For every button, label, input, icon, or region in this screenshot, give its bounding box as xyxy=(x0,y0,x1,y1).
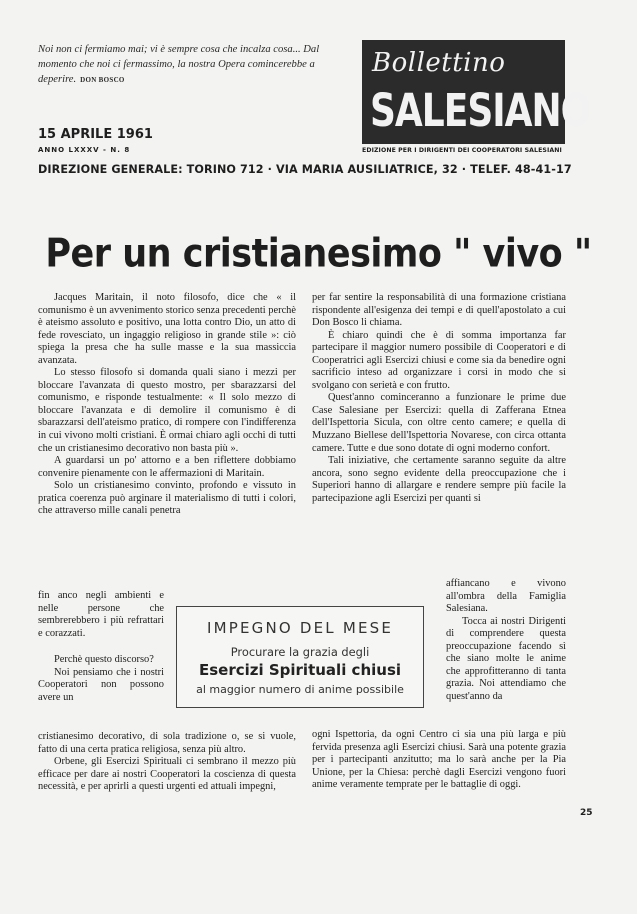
box-line: al maggior numero di anime possibile xyxy=(196,683,404,696)
paragraph: per far sentire la responsabilità di una formazione cristiana rispondente all'esigenza dei tempi e di quell'apostolato a cui Don Bosco li chiama. xyxy=(312,292,566,329)
box-line: Procurare la grazia degli xyxy=(230,645,370,659)
issue-number: ANNO LXXXV - N. 8 xyxy=(38,146,131,154)
article-headline: Per un cristianesimo " vivo " xyxy=(45,232,592,277)
motto-quote xyxy=(38,42,343,88)
paragraph: Jacques Maritain, il noto filosofo, dice che « il comunismo è un avvenimento storico senza precedenti perchè è ateismo assoluto e positivo, una lotta contro Dio, un atto di fede rovesciato, un ingaggio religioso in grande stile »: ciò spiega la presa che ha sulle masse e la sua massiccia avanzata. xyxy=(38,292,296,366)
motto-signature: DON BOSCO xyxy=(80,76,125,84)
right-column-top xyxy=(312,292,566,505)
right-column-narrow xyxy=(446,578,566,703)
motto-text: Noi non ci fermiamo mai; vi è sempre cosa che incalza cosa... Dal momento che noi ci fermassimo, la nostra Opera comincerebbe a deperire. xyxy=(38,44,320,85)
left-column-narrow xyxy=(38,590,164,704)
masthead-logo xyxy=(362,40,591,144)
masthead-subtitle: EDIZIONE PER I DIRIGENTI DEI COOPERATORI SALESIANI xyxy=(362,147,562,154)
masthead-title: SALESIANO xyxy=(370,86,591,138)
box-kicker: IMPEGNO DEL MESE xyxy=(206,619,394,637)
paragraph: È chiaro quindi che è di somma importanza far partecipare il maggior numero possibile di Cooperatori e di Cooperatrici agli Esercizi chiusi e come sia da benedire ogni sacrificio inteso ad organizzare i corsi in modo che si svolgano con serietà e con frutto. xyxy=(312,329,566,391)
direction-address: DIREZIONE GENERALE: TORINO 712 · VIA MARIA AUSILIATRICE, 32 · TELEF. 48-41-17 xyxy=(38,163,572,176)
masthead-script: Bollettino xyxy=(372,48,506,78)
paragraph: A guardarsi un po' attorno e a ben riflettere dobbiamo convenire pienamente con le affermazioni di Maritain. xyxy=(38,455,296,479)
paragraph: Tali iniziative, che certamente saranno seguite da altre ancora, sono segno evidente della preoccupazione che i Superiori hanno di allargare e rendere sempre più facile la partecipazione agli Esercizi per quanti si xyxy=(312,455,566,504)
paragraph: Solo un cristianesimo convinto, profondo e vissuto in pratica coerenza può arginare il materialismo di tutti i colori, che attraverso mille canali penetra xyxy=(38,480,296,517)
paragraph: Quest'anno cominceranno a funzionare le prime due Case Salesiane per Esercizi: quella di Zafferana Etnea dell'Ispettoria Sicula, con oltre cento camere; e quella di Muzzano Biellese dell'Ispettoria Novarese, con circa ottanta camere. Tutte e due sono dotate di ogni moderno confort. xyxy=(312,392,566,454)
impegno-box xyxy=(176,606,424,708)
paragraph: Tocca ai nostri Dirigenti di comprendere questa preoccupazione facendo sì che siano molte le anime che approfitteranno di tanta grazia. Noi attendiamo che quest'anno da xyxy=(446,615,566,702)
left-column-bottom xyxy=(38,731,296,794)
paragraph: Perchè questo discorso? xyxy=(54,654,154,666)
paragraph: fin anco negli ambienti e nelle persone che sembrerebbero i più refrattari e corazzati. xyxy=(38,590,164,639)
right-column-bottom xyxy=(312,729,566,792)
paragraph: cristianesimo decorativo, di sola tradizione o, se si vuole, fatto di una certa pratica religiosa, senza più altro. xyxy=(38,731,296,755)
page-number: 25 xyxy=(580,808,593,818)
paragraph: Orbene, gli Esercizi Spirituali ci sembrano il mezzo più efficace per dare ai nostri Cooperatori la coscienza di questa necessità, e per aprirli a questi urgenti ed attuali impegni, xyxy=(38,756,296,793)
paragraph: affiancano e vivono all'ombra della Famiglia Salesiana. xyxy=(446,578,566,615)
box-highlight: Esercizi Spirituali chiusi xyxy=(198,661,402,679)
paragraph: Lo stesso filosofo si domanda quali siano i mezzi per bloccare l'avanzata di questo mostro, per sbarazzarsi del comunismo, e risponde testualmente: « Il solo mezzo di bloccare l'avanzata e di demolire il comunismo è di sbarazzarsi dell'ateismo pratico, di rompere con l'indifferenza in cui vivono molti cristiani. È ormai chiaro agli occhi di tutti che un cristianesimo decorativo non basta più ». xyxy=(38,367,296,454)
paragraph: ogni Ispettoria, da ogni Centro ci sia una più larga e più fervida presenza agli Esercizi chiusi. Sarà una potente grazia per i partecipanti anzitutto; ma lo sarà anche per la Pia Unione, per la Chiesa: perchè dagli Esercizi vengono fuori anime veramente temprate per le battaglie di oggi. xyxy=(312,729,566,791)
issue-date: 15 APRILE 1961 xyxy=(38,127,153,142)
paragraph: Noi pensiamo che i nostri Cooperatori non possono avere un xyxy=(38,666,164,703)
left-column-top xyxy=(38,292,296,518)
